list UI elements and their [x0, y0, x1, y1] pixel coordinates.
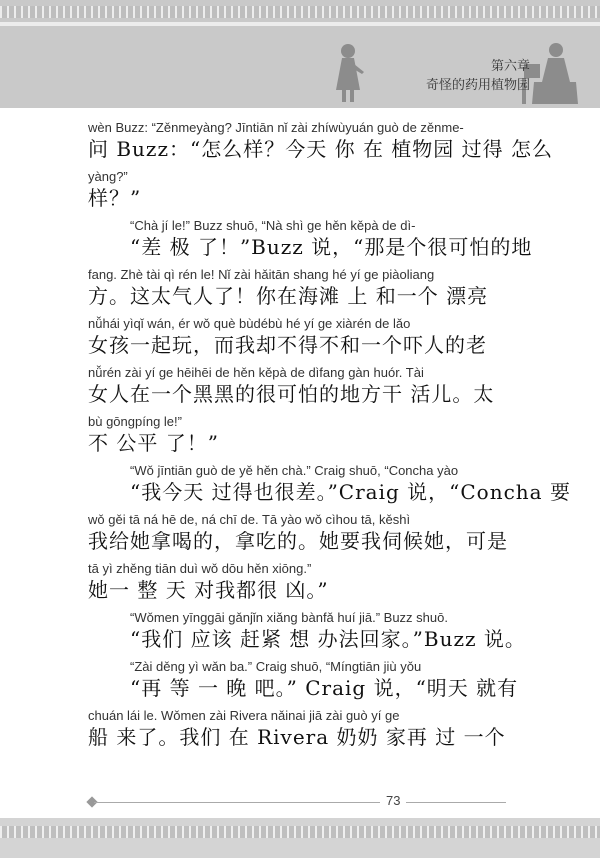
pinyin-line: nǚhái yìqǐ wán, ér wǒ què bùdébù hé yí ge xiàrén de lǎo	[88, 316, 411, 331]
page-header	[0, 0, 600, 108]
hanzi-line: 样？”	[88, 186, 142, 210]
pinyin-line: wèn Buzz: “Zěnmeyàng? Jīntiān nǐ zài zhíwùyuán guò de zěnme-	[88, 120, 464, 135]
page-number: 73	[380, 793, 406, 808]
text-line	[88, 414, 528, 456]
hanzi-line: 船 来了。我们 在 Rivera 奶奶 家再 过 一个	[88, 725, 506, 749]
text-line	[88, 169, 528, 211]
pinyin-line: tā yì zhěng tiān duì wǒ dōu hěn xiōng.”	[88, 561, 312, 576]
pinyin-line: yàng?”	[88, 169, 128, 184]
pinyin-line: nǚrén zài yí ge hēihēi de hěn kěpà de dìfang gàn huór. Tài	[88, 365, 424, 380]
text-line	[88, 120, 554, 162]
pinyin-line: “Zài děng yì wǎn ba.” Craig shuō, “Míngtiān jiù yǒu	[130, 659, 422, 674]
pinyin-line: fang. Zhè tài qì rén le! Nǐ zài hǎitān shang hé yí ge piàoliang	[88, 267, 435, 282]
pinyin-line: “Chà jí le!” Buzz shuō, “Nà shì ge hěn kěpà de dì-	[130, 218, 416, 233]
hanzi-line: “再 等 一 晚 吧。” Craig 说，“明天 就有	[130, 676, 519, 700]
text-line	[88, 512, 528, 554]
text-line	[88, 659, 528, 701]
hanzi-line: 问 Buzz：“怎么样？今天 你 在 植物园 过得 怎么	[88, 137, 554, 161]
pinyin-line: “Wǒ jīntiān guò de yě hěn chà.” Craig shuō, “Concha yào	[130, 463, 459, 478]
hanzi-line: 不 公平 了！”	[88, 431, 219, 455]
hanzi-line: 女孩一起玩，而我却不得不和一个吓人的老	[88, 333, 487, 357]
pinyin-line: bù gōngpíng le!”	[88, 414, 182, 429]
text-line	[88, 316, 528, 358]
decorative-border-top	[0, 6, 600, 18]
text-line	[88, 463, 571, 505]
hanzi-line: “我们 应该 赶紧 想 办法回家。”Buzz 说。	[130, 627, 526, 651]
page-footer-band	[0, 818, 600, 858]
text-line	[88, 561, 528, 603]
pinyin-line: chuán lái le. Wǒmen zài Rivera nǎinai jiā zài guò yí ge	[88, 708, 400, 723]
text-line	[88, 267, 528, 309]
hanzi-line: “我今天 过得也很差。”Craig 说，“Concha 要	[130, 480, 571, 504]
hanzi-line: 方。这太气人了！你在海滩 上 和一个 漂亮	[88, 284, 489, 308]
text-line	[88, 708, 528, 750]
pinyin-line: wǒ gěi tā ná hē de, ná chī de. Tā yào wǒ cìhou tā, kěshì	[88, 512, 411, 527]
pinyin-line: “Wǒmen yīnggāi gǎnjǐn xiǎng bànfǎ huí jiā.” Buzz shuō.	[130, 610, 448, 625]
hanzi-line: 女人在一个黑黑的很可怕的地方干 活儿。太	[88, 382, 495, 406]
hanzi-line: “差 极 了！”Buzz 说，“那是个很可怕的地	[130, 235, 533, 259]
decorative-border-bottom	[0, 826, 600, 838]
chapter-title: 奇怪的药用植物园	[425, 78, 530, 93]
text-line	[88, 610, 528, 652]
decorative-border-top-line	[0, 22, 600, 26]
hanzi-line: 她一 整 天 对我都很 凶。”	[88, 578, 329, 602]
story-text	[88, 120, 571, 757]
footer-divider	[94, 802, 506, 803]
chapter-number: 第六章	[490, 59, 530, 74]
text-line	[88, 218, 533, 260]
girl-silhouette-icon	[330, 42, 366, 104]
text-line	[88, 365, 528, 407]
hanzi-line: 我给她拿喝的，拿吃的。她要我伺候她，可是	[88, 529, 508, 553]
